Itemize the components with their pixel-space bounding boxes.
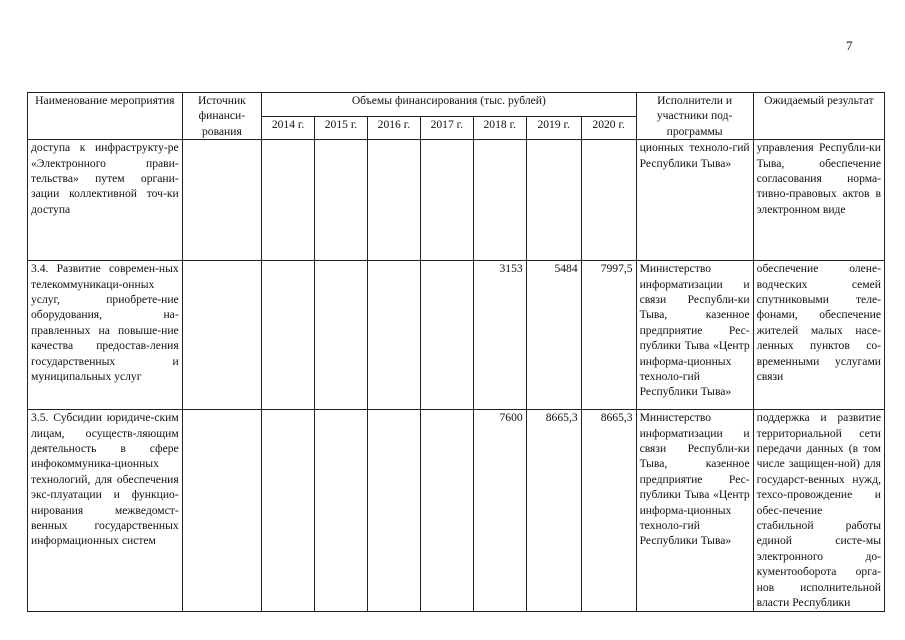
activity-name: 3.5. Субсидии юридиче-ским лицам, осуществ-ляющим деятельность в сфере инфокоммуника-ционных технологий, для обеспечения экс-плуатации и функцио-нирования межведомст-венных государственных информационных систем: [28, 410, 183, 611]
executors: ционных техноло-гий Республики Тыва»: [636, 140, 753, 261]
amount-2020: [581, 140, 636, 261]
header-year: 2014 г.: [262, 116, 315, 140]
amount-2017: [420, 261, 473, 410]
amount-2015: [315, 261, 368, 410]
amount-2019: 8665,3: [526, 410, 581, 611]
amount-2015: [315, 410, 368, 611]
table-row: [28, 410, 885, 611]
funding-source: [182, 261, 261, 410]
activity-name: 3.4. Развитие современ-ных телекоммуникаци-онных услуг, приобрете-ние оборудования, на-правленных на повыше-ние качества предостав-ления государственных и муниципальных услуг: [28, 261, 183, 410]
amount-2019: [526, 140, 581, 261]
page-number: 7: [846, 38, 853, 53]
header-year: 2019 г.: [526, 116, 581, 140]
executors: Министерство информатизации и связи Республи-ки Тыва, казенное предприятие Рес-публики Тыва «Центр информа-ционных техноло-гий Республики Тыва»: [636, 410, 753, 611]
amount-2018: [473, 140, 526, 261]
amount-2017: [420, 140, 473, 261]
amount-2014: [262, 261, 315, 410]
amount-2020: 8665,3: [581, 410, 636, 611]
header-year: 2016 г.: [367, 116, 420, 140]
activity-name: доступа к инфраструкту-ре «Электронного прави-тельства» путем органи-зации коллективной точ-ки доступа: [28, 140, 183, 261]
expected-result: поддержка и развитие территориальной сети передачи данных (в том числе защищен-ной) для государст-венных нужд, техсо-провождение и обес-печение стабильной работы единой систе-мы электронного до-кументооборота орга-нов исполнительной власти Республики: [753, 410, 884, 611]
amount-2016: [367, 261, 420, 410]
header-year: 2015 г.: [315, 116, 368, 140]
amount-2019: 5484: [526, 261, 581, 410]
funding-source: [182, 140, 261, 261]
header-source: Источник финанси-рования: [182, 93, 261, 140]
amount-2014: [262, 140, 315, 261]
header-year: 2018 г.: [473, 116, 526, 140]
header-name: Наименование мероприятия: [28, 93, 183, 140]
table-row: [28, 261, 885, 410]
header-volumes: Объемы финансирования (тыс. рублей): [262, 93, 637, 117]
header-result: Ожидаемый результат: [753, 93, 884, 140]
amount-2016: [367, 140, 420, 261]
amount-2017: [420, 410, 473, 611]
header-year: 2017 г.: [420, 116, 473, 140]
table-row: [28, 140, 885, 261]
amount-2018: 7600: [473, 410, 526, 611]
header-row-top: [28, 93, 885, 117]
amount-2020: 7997,5: [581, 261, 636, 410]
expected-result: обеспечение олене-водческих семей спутниковыми теле-фонами, обеспечение жителей малых насе-ленных пунктов со-временными услугами связи: [753, 261, 884, 410]
amount-2014: [262, 410, 315, 611]
amount-2015: [315, 140, 368, 261]
funding-source: [182, 410, 261, 611]
amount-2018: 3153: [473, 261, 526, 410]
executors: Министерство информатизации и связи Республи-ки Тыва, казенное предприятие Рес-публики Тыва «Центр информа-ционных техноло-гий Республики Тыва»: [636, 261, 753, 410]
financing-table: [27, 92, 885, 612]
amount-2016: [367, 410, 420, 611]
header-executors: Исполнители и участники под-программы: [636, 93, 753, 140]
header-year: 2020 г.: [581, 116, 636, 140]
expected-result: управления Республи-ки Тыва, обеспечение согласования норма-тивно-правовых актов в электронном виде: [753, 140, 884, 261]
